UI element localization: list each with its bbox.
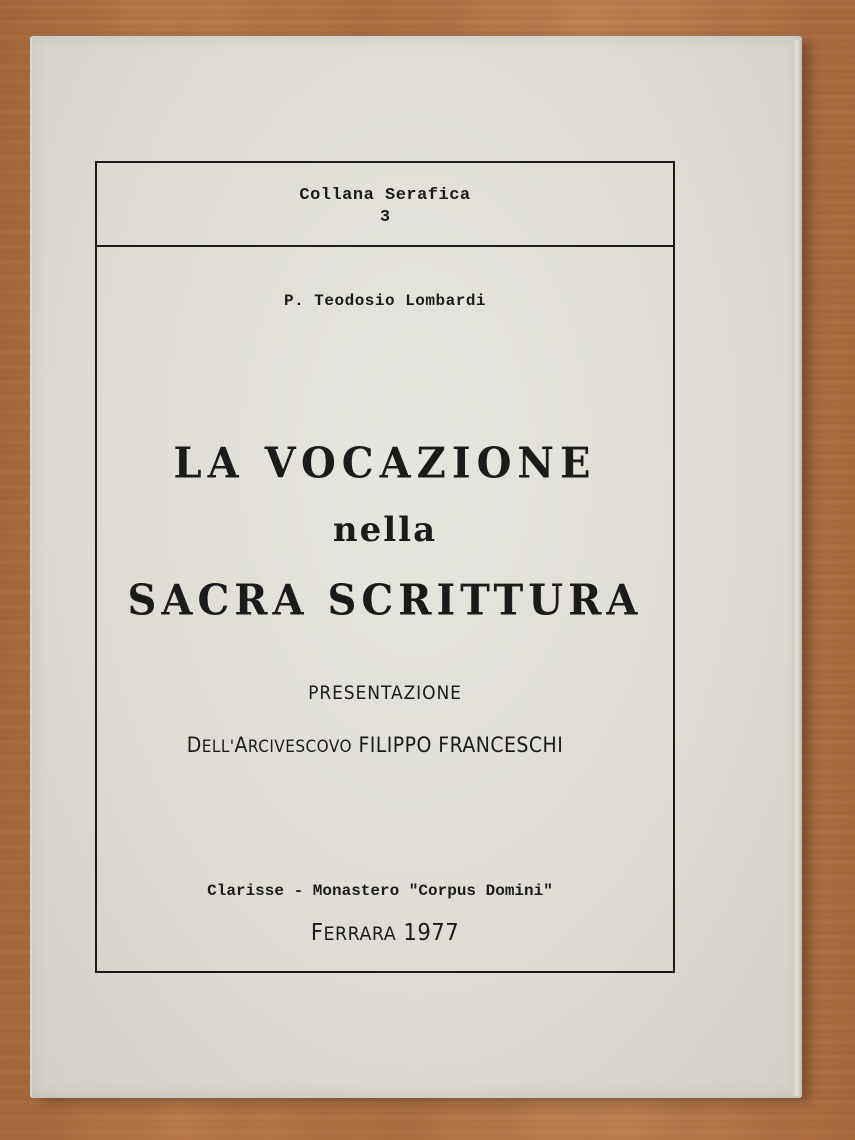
cover-border-frame bbox=[95, 161, 675, 973]
place-rest: ERRARA bbox=[323, 923, 397, 945]
place-initial: F bbox=[310, 920, 324, 946]
presentation-label: PRESENTAZIONE bbox=[308, 682, 462, 704]
presenter-line bbox=[114, 733, 636, 757]
publication-year: 1977 bbox=[403, 920, 460, 946]
series-name: Collana Serafica bbox=[299, 186, 471, 205]
title-line-1: LA VOCAZIONE bbox=[173, 438, 597, 489]
cover-border-divider bbox=[95, 245, 675, 247]
presenter-name: FILIPPO FRANCESCHI bbox=[358, 733, 564, 757]
presenter-role-initial: A bbox=[234, 733, 248, 757]
place-year-line bbox=[118, 920, 652, 946]
presenter-prefix-rest: ELL' bbox=[201, 737, 235, 757]
series-number: 3 bbox=[379, 208, 391, 227]
title-line-2: nella bbox=[332, 510, 438, 550]
presenter-role-rest: RCIVESCOVO bbox=[247, 737, 352, 757]
book-page-edge bbox=[792, 40, 802, 1096]
author-name: P. Teodosio Lombardi bbox=[283, 292, 487, 310]
title-line-3: SACRA SCRITTURA bbox=[127, 575, 643, 626]
publisher-line: Clarisse - Monastero "Corpus Domini" bbox=[207, 882, 553, 900]
presenter-prefix-initial: D bbox=[186, 733, 202, 757]
